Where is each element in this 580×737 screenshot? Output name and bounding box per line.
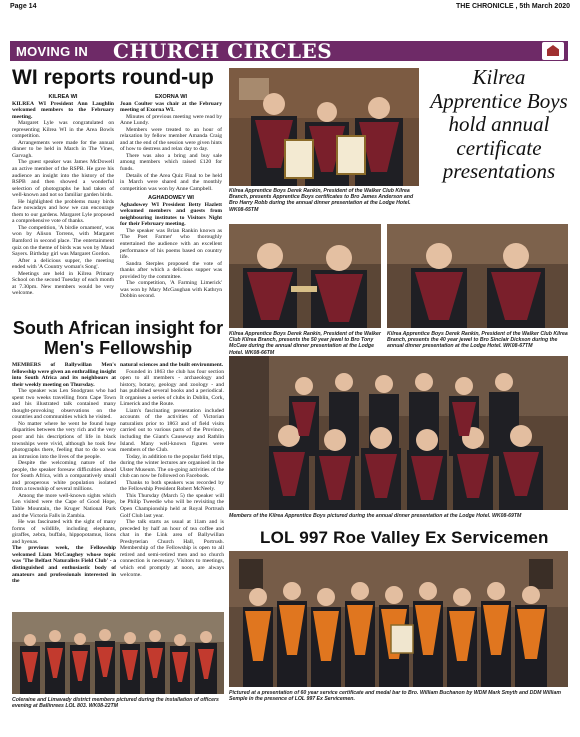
sa-column-2 bbox=[120, 362, 224, 608]
article-paragraph: No matter where he went he found huge disparities between the very rich and the very poor and his descriptions of life in black townships were vivid, although he took few photographs there, feeling that to do so was an intrusion into the lives of the people. bbox=[12, 420, 116, 460]
section-banner bbox=[10, 41, 568, 61]
article-paragraph: Today, in addition to the popular field trips, during the winter lectures are organised in the Ulster Museum. The on-going activities of the club can now be followed on Facebook. bbox=[120, 453, 224, 480]
article-paragraph: Liam's fascinating presentation included accounts of the activities of Victorian naturalists prior to 1863 and of field visits carried out to various parts of the Province, including the Giant's Causeway and Rathlin Island. Many well-known figures were members of the Club. bbox=[120, 407, 224, 454]
wi-headline: WI reports round-up bbox=[12, 66, 214, 89]
kilrea-headline: Kilrea Apprentice Boys hold annual certificate presentations bbox=[430, 65, 568, 183]
article-paragraph: Arrangements were made for the annual dinner to be held in March in The Vines, Garvagh. bbox=[12, 139, 114, 159]
article-paragraph: Meetings are held in Kilrea Primary School on the second Tuesday of each month at 7.30pm. New members would be very welcome. bbox=[12, 270, 114, 297]
kilrea-caption-3: Kilrea Apprentice Boys Derek Rankin, President of the Walker Club Kilrea Branch, presents the 40 year jewel to Bro Sinclair Dickson during the annual dinner presentation at the Lodge Hotel. WK08-67TM bbox=[387, 331, 568, 350]
article-paragraph: He highlighted the problems many birds face nowadays and how we can encourage them to our gardens. Margaret Lyle proposed a comprehensive vote of thanks. bbox=[12, 198, 114, 225]
lol-photo-caption: Pictured at a presentation of 60 year service certificate and medal bar to Bro. William Buchanon by WDM Mark Smyth and DDM William Semple in the presence of LOL 997 Ex Servicemen. bbox=[229, 690, 561, 703]
lol-headline: LOL 997 Roe Valley Ex Servicemen bbox=[260, 528, 549, 547]
article-paragraph: This Thursday (March 5) the speaker will be Philip Tweedie who will be revisiting the Open Championship held at Royal Portrush Golf Club last year. bbox=[120, 492, 224, 519]
kilrea-caption-4: Members of the Kilrea Apprentice Boys pictured during the annual dinner presentation at the Lodge Hotel. WK08-69TM bbox=[229, 513, 522, 519]
article-paragraph: Among the more well-known sights which Len visited were the Cape of Good Hope, Table Mountain, the Kruger National Park and the Victoria Falls in Zambia. bbox=[12, 492, 116, 519]
article-paragraph: There was also a bring and buy sale among members which raised £120 for funds. bbox=[120, 152, 222, 173]
banner-prefix: MOVING IN bbox=[16, 44, 89, 59]
kilrea-certificate-photo bbox=[229, 68, 419, 186]
article-paragraph: The competition, 'A birdie ornament', was won by Alison Torrens, with Margaret Bamford in second place. The entertainment quiz on the theme of birds was won by Maud Sayers. Birthday girl was Margaret Gordon. bbox=[12, 224, 114, 258]
kilrea-50-year-jewel-photo bbox=[229, 224, 381, 328]
kilrea-members-group-photo bbox=[229, 356, 568, 510]
coleraine-district-photo bbox=[12, 612, 224, 694]
article-paragraph: Minutes of previous meeting were read by Anne Lundy. bbox=[120, 113, 222, 127]
article-paragraph: The guest speaker was James McDowell an active member of the RSPB. He gave his audience an insight into the history of the RSPB and then showed a wonderful selection of photographs he had taken of well-known and not so familiar garden birds. bbox=[12, 159, 114, 199]
kilrea-wi-subhead: KILREA WI bbox=[48, 94, 78, 100]
exorna-wi-subhead: EXORNA WI bbox=[154, 94, 188, 100]
article-paragraph: Founded in 1863 the club has four section open to all members - archaeology and history, botany, geology and zoology - and has published several books and a periodical. It organises a series of clubs in Dublin, Cork, Limerick and the Route. bbox=[120, 368, 224, 408]
article-paragraph: Aghadowey WI President Betty Hazlett welcomed members and guests from neighbouring institutes to Visitors Night for their February meeting. bbox=[120, 201, 222, 228]
article-paragraph: The talk starts as usual at 11am and is preceded by half an hour of tea coffee and chat in the Link area of Ballywillan Presbyterian Church Hall, Portrush. Membership of the Fellowship is open to all retired and semi-retired men and no church connection is necessary. Visitors to meetings, which end promptly at noon, are always welcome. bbox=[120, 519, 224, 578]
wi-column-1 bbox=[12, 94, 114, 316]
article-paragraph: Members were treated to an hour of relaxation by fellow member Amanda Craig and at the end of the session were given hints of how to destress and relax day to day. bbox=[120, 126, 222, 153]
article-paragraph: Sandra Sterples proposed the vote of thanks after which a delicious supper was provided by the committee. bbox=[120, 260, 222, 280]
chronicle-logo-icon bbox=[542, 42, 564, 60]
page-header bbox=[10, 3, 570, 14]
article-paragraph: natural sciences and the built environment. bbox=[120, 362, 224, 368]
wi-column-2 bbox=[120, 94, 222, 316]
article-paragraph: The speaker was Brian Rankin known as 'The Poet Farmer' who thoroughly entertained the audience with an excellent performance of his poems based on country life. bbox=[120, 227, 222, 261]
sa-column-1 bbox=[12, 362, 116, 608]
paper-date: THE CHRONICLE , 5th March 2020 bbox=[456, 3, 570, 10]
kilrea-40-year-jewel-photo bbox=[387, 224, 568, 328]
page-number: Page 14 bbox=[10, 3, 37, 10]
article-paragraph: The competition, 'A Farming Limerick' was won by Mary McGaughan with Kathryn Dobbin second. bbox=[120, 280, 222, 300]
article-paragraph: Margaret Lyle was congratulated on representing Kilrea WI in the Area Bowls competition. bbox=[12, 120, 114, 140]
article-paragraph: The speaker was Len Snodgrass who had spent two weeks travelling from Cape Town and his illustrated talk contained many thought-provoking observations on the countries and communities which he visited. bbox=[12, 388, 116, 421]
article-paragraph: After a delicious supper, the meeting ended with 'A Country woman's Song'. bbox=[12, 257, 114, 271]
article-paragraph: KILREA WI President Ann Laughlin welcomed members to the February meeting. bbox=[12, 100, 114, 120]
banner-title: CHURCH CIRCLES bbox=[113, 39, 333, 63]
article-paragraph: Despite the welcoming nature of the people, the speaker foresaw difficulties ahead for South Africa, with a comparatively small and prosperous white population isolated from a township of several millions. bbox=[12, 460, 116, 493]
article-paragraph: He was fascinated with the sight of many forms of wildlife, including elephants, giraffes, zebra, buffalo, hippopotamus, lions and hyenas. bbox=[12, 519, 116, 545]
aghadowey-wi-subhead: AGHADOWEY WI bbox=[148, 195, 194, 202]
coleraine-photo-caption: Coleraine and Limavady district members pictured during the installation of officers evening at Ballinrees LOL 803. WK08-22TM bbox=[12, 697, 219, 710]
article-paragraph: The previous week, the Fellowship welcomed Liam McCaughey whose topic was 'The Belfast Naturalists Field Club' - a distinguished and enthusiastic body of amateurs and professionals interested in the bbox=[12, 545, 116, 585]
sa-headline: South African insight for Men's Fellowship bbox=[12, 318, 224, 358]
lol-997-group-photo bbox=[229, 551, 568, 687]
kilrea-caption-1: Kilrea Apprentice Boys Derek Rankin, President of the Walker Club Kilrea Branch, presents Apprentice Boys certificates to Bro James Anderson and Bro Harry Robb during the annual dinner presentation at the Lodge Hotel. WK08-65TM bbox=[229, 188, 414, 213]
article-paragraph: Details of the Area Quiz Final to be held in March were shared and the monthly competition was won by Anne Campbell. bbox=[120, 172, 222, 192]
kilrea-caption-2: Kilrea Apprentice Boys Derek Rankin, President of the Walker Club Kilrea Branch, presents the 50 year jewel to Bro Tony McCaw during the annual dinner presentation at the Lodge Hotel. WK08-66TM bbox=[229, 331, 381, 356]
article-paragraph: MEMBERS of Ballywillan Men's fellowship were given an enthralling insight into South Africa and its neighbours at their weekly meeting on Thursday. bbox=[12, 362, 116, 388]
article-paragraph: Thanks to both speakers was recorded by the Fellowship President Robert McNeely. bbox=[120, 479, 224, 493]
article-paragraph: Joan Coulter was chair at the February meeting of Exorna WI. bbox=[120, 100, 222, 114]
